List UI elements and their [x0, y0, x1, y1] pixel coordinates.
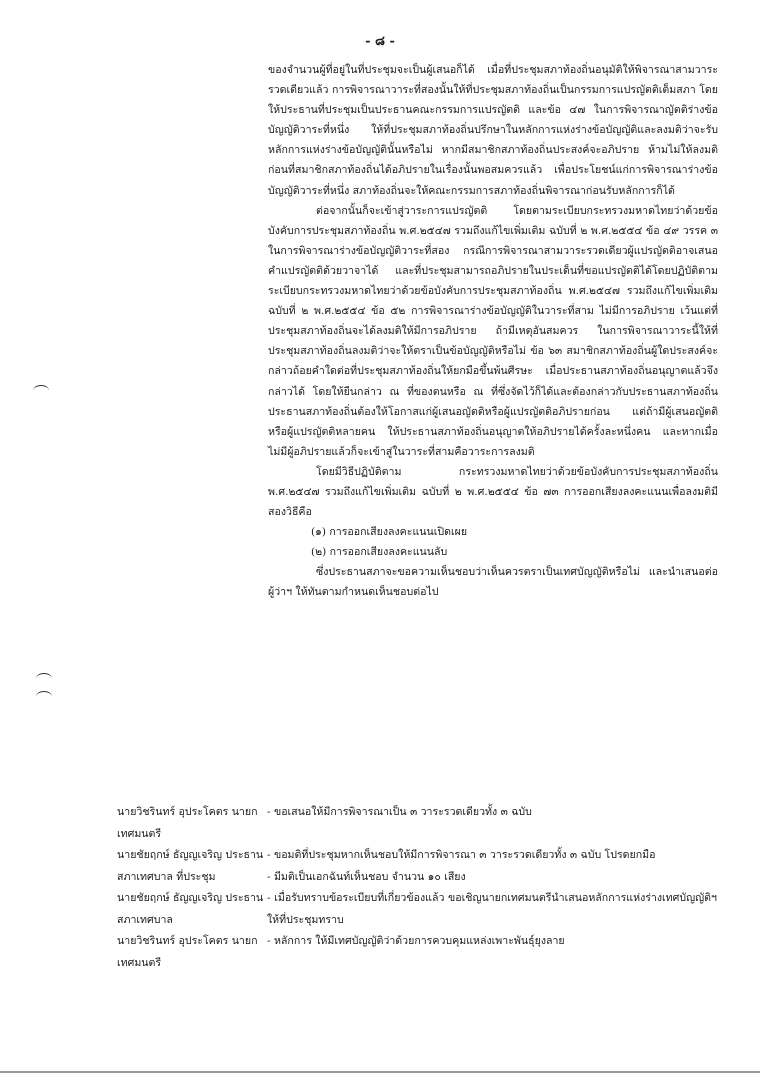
minutes-row — [117, 931, 717, 974]
paragraph-amendment-rules: ต่อจากนั้นก็จะเข้าสู่วาระการแปรญัตติ โดยตามระเบียบกระทรวงมหาดไทยว่าด้วยข้อบังคับการประชุมสภาท้องถิ่น พ.ศ.๒๕๔๗ รวมถึงแก้ไขเพิ่มเติม ฉบับที่ ๒ พ.ศ.๒๕๕๔ ข้อ ๔๙ วรรค ๓ ในการพิจารณาร่างข้อบัญญัติวาระที่สอง กรณีการพิจารณาสามวาระรวดเดียวผู้แปรญัตติอาจเสนอคำแปรญัตติด้วยวาจาได้ และที่ประชุมสามารถอภิปรายในประเด็นที่ขอแปรญัตติได้โดยปฏิบัติตามระเบียบกระทรวงมหาดไทยว่าด้วยข้อบังคับการประชุมสภาท้องถิ่น พ.ศ.๒๕๔๗ รวมถึงแก้ไขเพิ่มเติม ฉบับที่ ๒ พ.ศ.๒๕๕๔ ข้อ ๕๒ การพิจารณาร่างข้อบัญญัติในวาระที่สาม ไม่มีการอภิปราย เว้นแต่ที่ประชุมสภาท้องถิ่นจะได้ลงมติให้มีการอภิปราย ถ้ามีเหตุอันสมควร ในการพิจารณาวาระนี้ให้ที่ประชุมสภาท้องถิ่นลงมติว่าจะให้ตราเป็นข้อบัญญัติหรือไม่ ข้อ ๖๓ สมาชิกสภาท้องถิ่นผู้ใดประสงค์จะกล่าวถ้อยคำใดต่อที่ประชุมสภาท้องถิ่นให้ยกมือขึ้นพ้นศีรษะ เมื่อประธานสภาท้องถิ่นอนุญาตแล้วจึงกล่าวได้ โดยให้ยืนกล่าว ณ ที่ของตนหรือ ณ ที่ซึ่งจัดไว้ก็ได้และต้องกล่าวกับประธานสภาท้องถิ่น ประธานสภาท้องถิ่นต้องให้โอกาสแก่ผู้เสนอญัตติหรือผู้แปรญัตติอภิปรายก่อน แต่ถ้ามีผู้เสนอญัตติหรือผู้แปรญัตติหลายคน ให้ประธานสภาท้องถิ่นอนุญาตให้อภิปรายได้ครั้งละหนึ่งคน และหากเมื่อไม่มีผู้อภิปรายแล้วก็จะเข้าสู่ในวาระที่สามคือวาระการลงมติ — [268, 204, 718, 458]
margin-pen-mark — [36, 673, 52, 684]
paragraph-voting-three-readings: ของจำนวนผู้ที่อยู่ในที่ประชุมจะเป็นผู้เสนอก็ได้ เมื่อที่ประชุมสภาท้องถิ่นอนุมัติให้พิจารณาสามวาระรวดเดียวแล้ว การพิจารณาวาระที่สองนั้นให้ที่ประชุมสภาท้องถิ่นเป็นกรรมการแปรญัตติเต็มสภา โดยให้ประธานที่ประชุมเป็นประธานคณะกรรมการแปรญัตติ และข้อ ๔๗ ในการพิจารณาญัตติร่างข้อบัญญัติวาระที่หนึ่ง ให้ที่ประชุมสภาท้องถิ่นปรึกษาในหลักการแห่งร่างข้อบัญญัติและลงมติว่าจะรับหลักการแห่งร่างข้อบัญญัตินั้นหรือไม่ หากมีสมาชิกสภาท้องถิ่นประสงค์จะอภิปราย ห้ามไม่ให้ลงมติก่อนที่สมาชิกสภาท้องถิ่นได้อภิปรายในเรื่องนั้นพอสมควรแล้ว เพื่อประโยชน์แก่การพิจารณาร่างข้อบัญญัติวาระที่หนึ่ง สภาท้องถิ่นจะให้คณะกรรมการสภาท้องถิ่นพิจารณาก่อนรับหลักการก็ได้ — [268, 64, 718, 197]
minutes-row — [117, 802, 717, 845]
speaker-name: นายวิชรินทร์ อุประโคตร นายกเทศมนตรี — [117, 935, 258, 969]
body-text — [268, 60, 718, 603]
speaker-name: นายชัยฤกษ์ ธัญญเจริญ ประธานสภาเทศบาล — [117, 892, 264, 926]
paragraph-closing: ซึ่งประธานสภาจะขอความเห็นชอบว่าเห็นควรตราเป็นเทศบัญญัติหรือไม่ และนำเสนอต่อผู้ว่าฯ ให้ทันตามกำหนดเห็นชอบต่อไป — [268, 566, 718, 599]
list-item-secret-vote: (๒) การออกเสียงลงคะแนนลับ — [311, 546, 448, 559]
statement-text: - หลักการ ให้มีเทศบัญญัติว่าด้วยการควบคุมแหล่งเพาะพันธุ์ยุงลาย — [267, 935, 565, 947]
margin-pen-mark — [36, 691, 52, 702]
speaker-name: นายชัยฤกษ์ ธัญญเจริญ ประธานสภาเทศบาล ที่ประชุม — [117, 849, 264, 883]
minutes-row — [117, 845, 717, 888]
speaker-name: นายวิชรินทร์ อุประโคตร นายกเทศมนตรี — [117, 806, 258, 840]
statement-text: - เมื่อรับทราบข้อระเบียบที่เกี่ยวข้องแล้ว ขอเชิญนายกเทศมนตรีนำเสนอหลักการแห่งร่างเทศบัญญัติฯ ให้ที่ประชุมทราบ — [267, 892, 717, 926]
scan-bottom-edge — [0, 1071, 760, 1073]
minutes-row — [117, 888, 717, 931]
meeting-minutes — [117, 800, 717, 974]
statement-text: - ขอเสนอให้มีการพิจารณาเป็น ๓ วาระรวดเดียวทั้ง ๓ ฉบับ — [267, 806, 532, 818]
margin-pen-mark — [33, 385, 49, 396]
paragraph-voting-methods-intro: โดยมีวิธีปฏิบัติตาม กระทรวงมหาดไทยว่าด้วยข้อบังคับการประชุมสภาท้องถิ่น พ.ศ.๒๕๔๗ รวมถึงแก้ไขเพิ่มเติม ฉบับที่ ๒ พ.ศ.๒๕๕๔ ข้อ ๗๓ การออกเสียงลงคะแนนเพื่อลงมติมีสองวิธีคือ — [268, 465, 718, 519]
list-item-open-vote: (๑) การออกเสียงลงคะแนนเปิดเผย — [311, 526, 468, 539]
page-number: - ๘ - — [365, 34, 395, 49]
statement-text: - ขอมติที่ประชุมหากเห็นชอบให้มีการพิจารณา ๓ วาระรวดเดียวทั้ง ๓ ฉบับ โปรดยกมือ - มีมติเป็นเอกฉันท์เห็นชอบ จำนวน ๑๐ เสียง — [267, 849, 656, 883]
